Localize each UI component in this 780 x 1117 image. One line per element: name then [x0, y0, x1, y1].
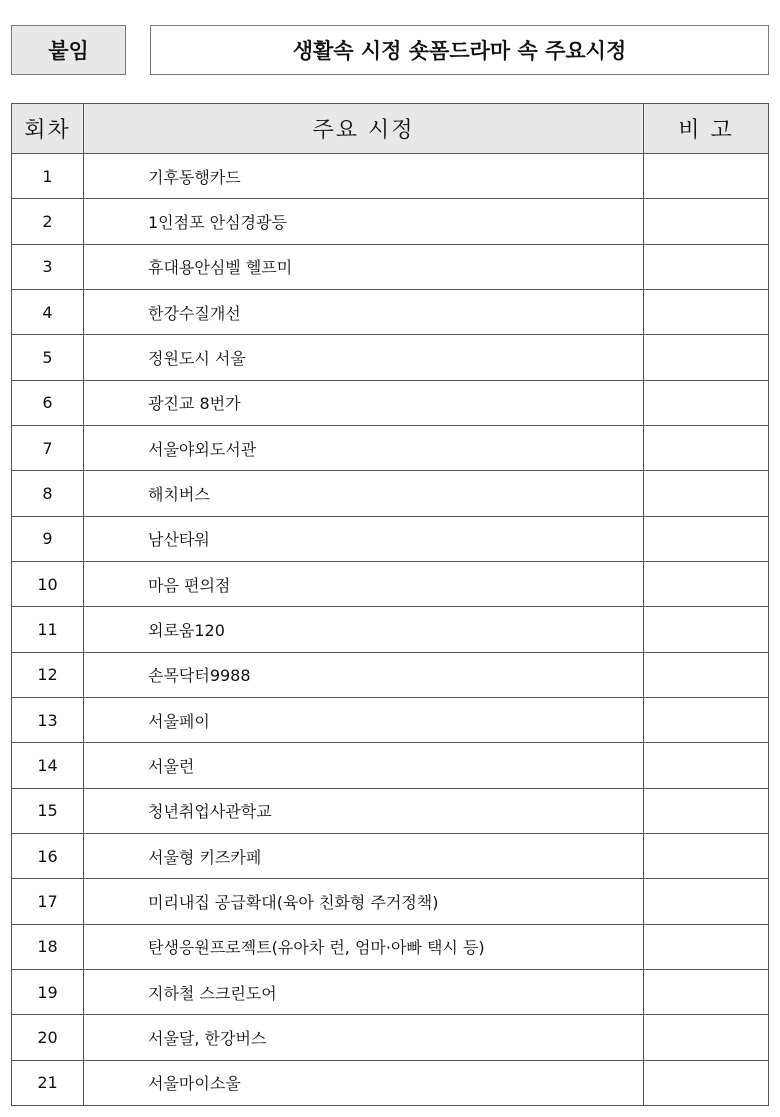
episode-number: 8: [12, 471, 84, 516]
table-row: [12, 879, 769, 924]
table-row: [12, 335, 769, 380]
note-cell: [644, 425, 769, 470]
table-row: [12, 924, 769, 969]
header-note: 비 고: [644, 104, 769, 154]
table-row: [12, 561, 769, 606]
policy-name: 1인점포 안심경광등: [84, 199, 644, 244]
policy-name: 서울달, 한강버스: [84, 1015, 644, 1060]
policy-name: 서울페이: [84, 697, 644, 742]
note-cell: [644, 652, 769, 697]
episode-number: 5: [12, 335, 84, 380]
policy-name: 한강수질개선: [84, 289, 644, 334]
note-cell: [644, 154, 769, 199]
table-row: [12, 1060, 769, 1105]
episode-number: 21: [12, 1060, 84, 1105]
note-cell: [644, 199, 769, 244]
note-cell: [644, 833, 769, 878]
episode-number: 19: [12, 969, 84, 1014]
attachment-label: [11, 25, 126, 75]
policy-name: 미리내집 공급확대(육아 친화형 주거정책): [84, 879, 644, 924]
policy-name: 지하철 스크린도어: [84, 969, 644, 1014]
episode-number: 18: [12, 924, 84, 969]
table-row: [12, 471, 769, 516]
note-cell: [644, 969, 769, 1014]
episode-number: 14: [12, 743, 84, 788]
policy-name: 남산타워: [84, 516, 644, 561]
table-row: [12, 788, 769, 833]
table-row: [12, 607, 769, 652]
episode-number: 12: [12, 652, 84, 697]
note-cell: [644, 1060, 769, 1105]
policy-name: 해치버스: [84, 471, 644, 516]
episode-number: 15: [12, 788, 84, 833]
policy-name: 서울런: [84, 743, 644, 788]
table-row: [12, 289, 769, 334]
episode-number: 10: [12, 561, 84, 606]
episode-number: 17: [12, 879, 84, 924]
note-cell: [644, 335, 769, 380]
note-cell: [644, 1015, 769, 1060]
note-cell: [644, 697, 769, 742]
policy-name: 정원도시 서울: [84, 335, 644, 380]
note-cell: [644, 244, 769, 289]
episode-number: 16: [12, 833, 84, 878]
header-episode: 회차: [12, 104, 84, 154]
table-row: [12, 154, 769, 199]
policy-name: 휴대용안심벨 헬프미: [84, 244, 644, 289]
episode-number: 20: [12, 1015, 84, 1060]
policy-table: [11, 103, 769, 1106]
note-cell: [644, 607, 769, 652]
policy-name: 탄생응원프로젝트(유아차 런, 엄마·아빠 택시 등): [84, 924, 644, 969]
header-policy: 주요 시정: [84, 104, 644, 154]
policy-name: 서울마이소울: [84, 1060, 644, 1105]
note-cell: [644, 788, 769, 833]
policy-name: 외로움120: [84, 607, 644, 652]
episode-number: 4: [12, 289, 84, 334]
policy-name: 청년취업사관학교: [84, 788, 644, 833]
table-row: [12, 1015, 769, 1060]
note-cell: [644, 924, 769, 969]
note-cell: [644, 471, 769, 516]
note-cell: [644, 289, 769, 334]
policy-name: 기후동행카드: [84, 154, 644, 199]
attachment-label-text: 붙임: [48, 39, 89, 63]
table-row: [12, 425, 769, 470]
note-cell: [644, 879, 769, 924]
table-row: [12, 516, 769, 561]
episode-number: 11: [12, 607, 84, 652]
episode-number: 13: [12, 697, 84, 742]
episode-number: 1: [12, 154, 84, 199]
episode-number: 2: [12, 199, 84, 244]
table-body: [12, 154, 769, 1106]
episode-number: 3: [12, 244, 84, 289]
table-row: [12, 380, 769, 425]
policy-name: 광진교 8번가: [84, 380, 644, 425]
policy-name: 서울형 키즈카페: [84, 833, 644, 878]
document-title: [150, 25, 769, 75]
table-row: [12, 244, 769, 289]
header-row: [12, 104, 769, 154]
table-row: [12, 969, 769, 1014]
episode-number: 6: [12, 380, 84, 425]
note-cell: [644, 561, 769, 606]
table-row: [12, 743, 769, 788]
table-row: [12, 199, 769, 244]
policy-name: 서울야외도서관: [84, 425, 644, 470]
note-cell: [644, 380, 769, 425]
policy-name: 손목닥터9988: [84, 652, 644, 697]
note-cell: [644, 516, 769, 561]
episode-number: 7: [12, 425, 84, 470]
table-row: [12, 652, 769, 697]
policy-name: 마음 편의점: [84, 561, 644, 606]
table-header: [12, 104, 769, 154]
episode-number: 9: [12, 516, 84, 561]
document-title-text: 생활속 시정 숏폼드라마 속 주요시정: [292, 39, 627, 63]
note-cell: [644, 743, 769, 788]
table-row: [12, 833, 769, 878]
table-row: [12, 697, 769, 742]
